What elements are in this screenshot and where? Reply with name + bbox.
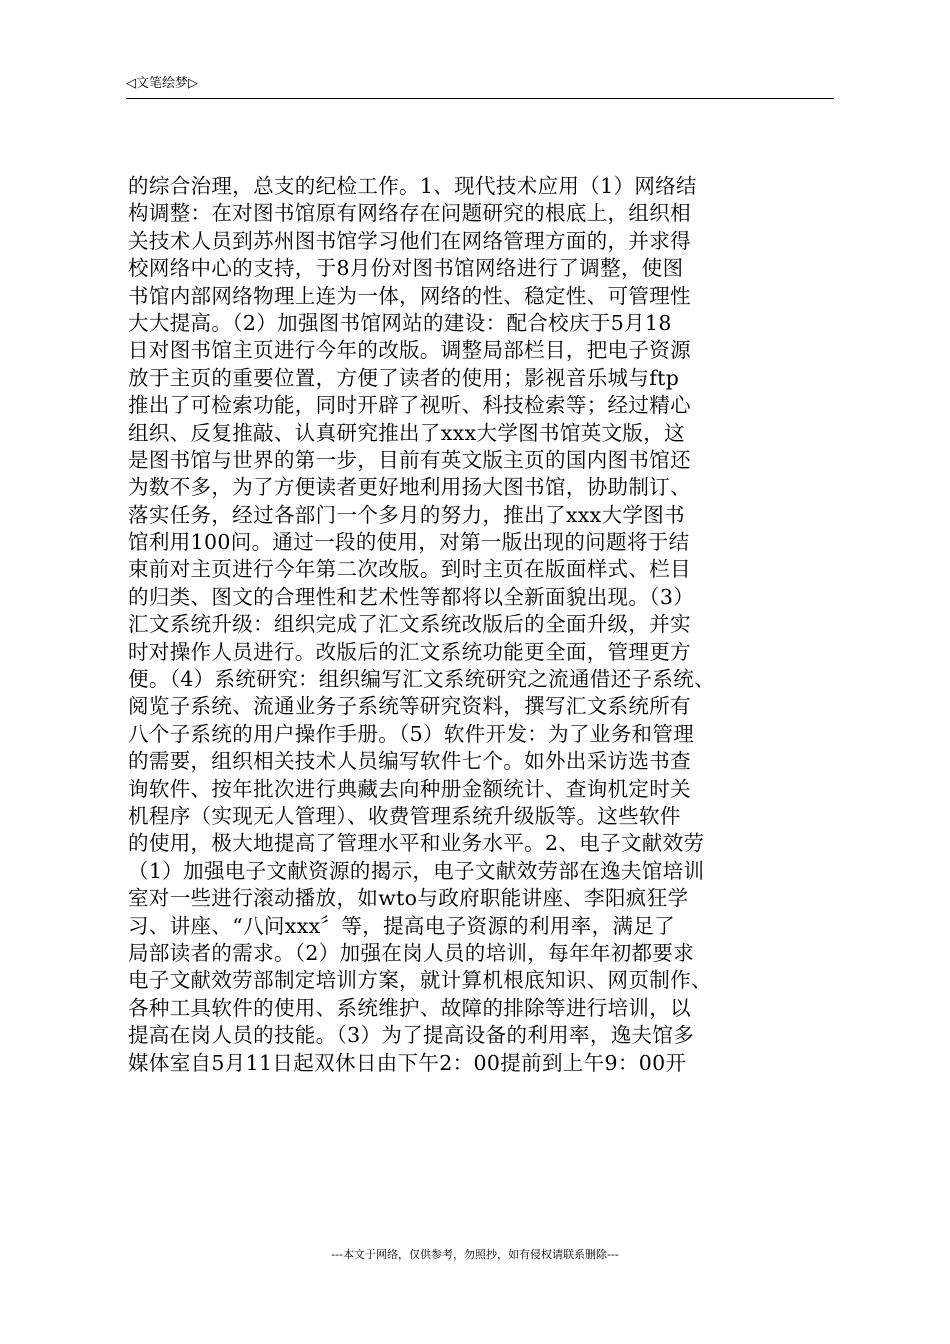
text-line: 各种工具软件的使用、系统维护、故障的排除等进行培训，以 [128,995,691,1020]
text-line: 放于主页的重要位置，方便了读者的使用；影视音乐城与ftp [128,365,680,390]
text-line: 关技术人员到苏州图书馆学习他们在网络管理方面的，并求得 [128,228,691,253]
page-footer: ---本文于网络，仅供参考，勿照抄，如有侵权请联系删除--- [331,1248,619,1261]
text-line: 校网络中心的支持，于8月份对图书馆网络进行了调整，使图 [128,256,684,281]
text-line: 八个子系统的用户操作手册。（5）软件开发：为了业务和管理 [128,721,695,746]
text-line: 束前对主页进行今年第二次改版。到时主页在版面样式、栏目 [128,557,691,582]
text-line: 习、讲座、“八问xxx〞等，提高电子资源的利用率，满足了 [128,913,675,938]
page-header [126,74,834,99]
text-line: 的综合治理，总支的纪检工作。1、现代技术应用（1）网络结 [128,174,697,198]
text-line: 机程序（实现无人管理）、收费管理系统升级版等。这些软件 [128,803,681,828]
header-title: ◁文笔绘梦▷ [126,76,198,91]
text-line: 书馆内部网络物理上连为一体，网络的性、稳定性、可管理性 [128,283,691,308]
text-line: 的需要，组织相关技术人员编写软件七个。如外出采访选书查 [128,749,691,774]
text-line: 询软件、按年批次进行典藏去向种册金额统计、查询机定时关 [128,776,691,801]
text-line: 的使用，极大地提高了管理水平和业务水平。2、电子文献效劳 [128,831,705,856]
text-line: 电子文献效劳部制定培训方案，就计算机根底知识、网页制作、 [128,968,712,993]
document-body [128,173,828,1077]
text-line: 提高在岗人员的技能。（3）为了提高设备的利用率，逸夫馆多 [128,1023,695,1048]
text-line: 汇文系统升级：组织完成了汇文系统改版后的全面升级，并实 [128,612,691,637]
text-line: 时对操作人员进行。改版后的汇文系统功能更全面，管理更方 [128,639,691,664]
text-line: 媒体室自5月11日起双休日由下午2：00提前到上午9：00开 [128,1050,687,1075]
text-line: 是图书馆与世界的第一步，目前有英文版主页的国内图书馆还 [128,447,691,472]
text-line: （1）加强电子文献资源的揭示，电子文献效劳部在逸夫馆培训 [128,858,705,883]
text-line: 组织、反复推敲、认真研究推出了xxx大学图书馆英文版，这 [128,420,685,445]
text-line: 的归类、图文的合理性和艺术性等都将以全新面貌出现。（3） [128,584,695,609]
text-line: 室对一些进行滚动播放，如wto与政府职能讲座、李阳疯狂学 [128,886,689,911]
text-line: 便。（4）系统研究：组织编写汇文系统研究之流通借还子系统、 [128,667,715,692]
text-line: 阅览子系统、流通业务子系统等研究资料，撰写汇文系统所有 [128,694,691,719]
text-line: 大大提高。（2）加强图书馆网站的建设：配合校庆于5月18 [128,310,672,335]
text-line: 为数不多，为了方便读者更好地利用扬大图书馆，协助制订、 [128,475,691,500]
text-line: 局部读者的需求。（2）加强在岗人员的培训，每年年初都要求 [128,940,695,965]
text-line: 推出了可检索功能，同时开辟了视听、科技检索等；经过精心 [128,393,691,418]
text-line: 落实任务，经过各部门一个多月的努力，推出了xxx大学图书 [128,502,685,527]
text-line: 构调整：在对图书馆原有网络存在问题研究的根底上，组织相 [128,201,691,226]
text-line: 日对图书馆主页进行今年的改版。调整局部栏目，把电子资源 [128,338,691,363]
text-line: 馆利用100问。通过一段的使用，对第一版出现的问题将于结 [128,530,690,555]
